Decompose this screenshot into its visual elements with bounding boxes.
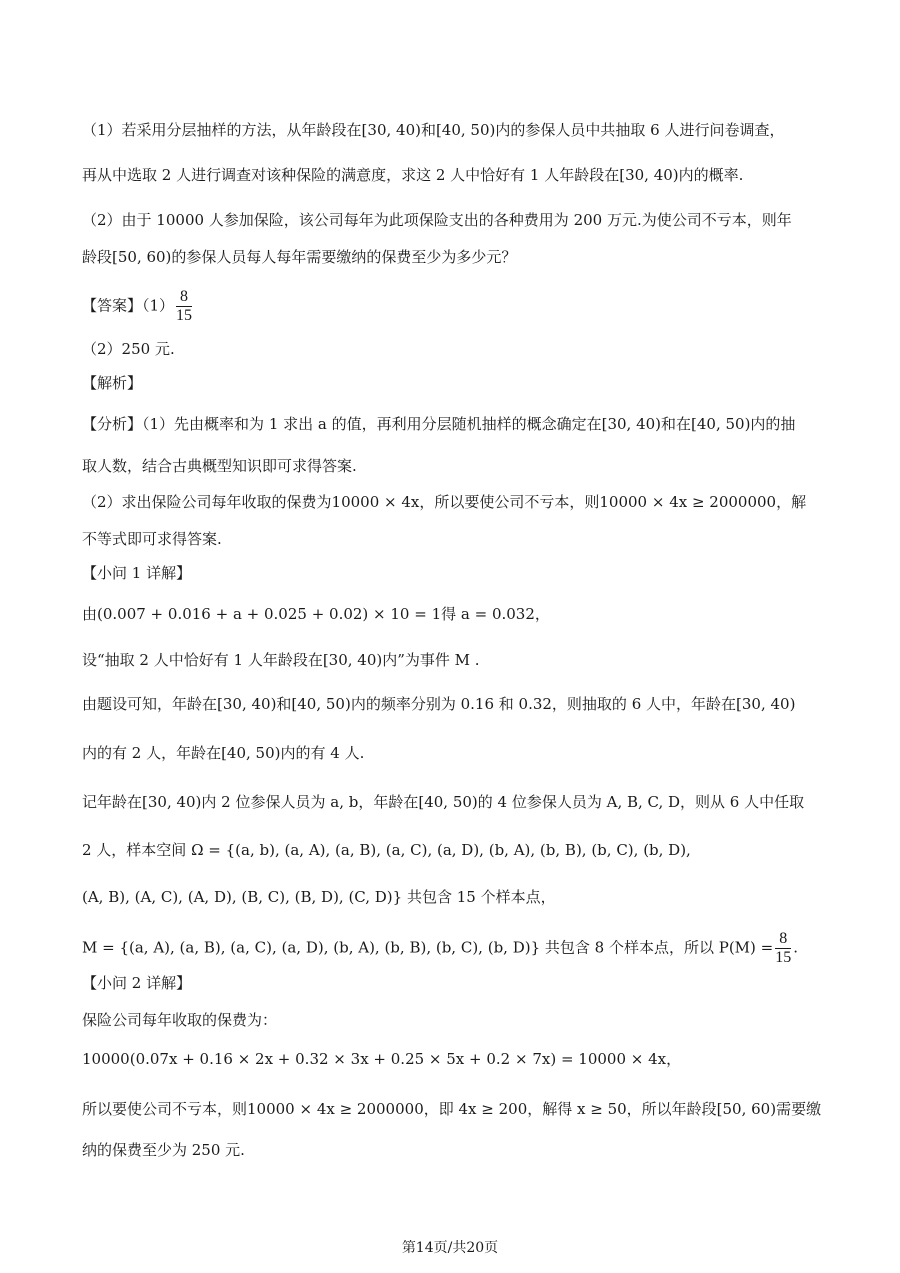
q1-last-line-text: M = {(a, A), (a, B), (a, C), (a, D), (b, A), (b, B), (b, C), (b, D)} 共包含 8 个样本点，所以 P(M) = xyxy=(82,938,774,957)
answer-fraction-denominator: 15 xyxy=(176,307,193,324)
q1-fraction-denominator: 15 xyxy=(775,949,792,966)
page-footer: 第14页/共20页 xyxy=(401,1240,499,1256)
question-line-1: （1）若采用分层抽样的方法，从年龄段在[30, 40)和[40, 50)内的参保人员中共抽取 6 人进行问卷调查， xyxy=(82,121,785,139)
fenxi-line-1: 【分析】（1）先由概率和为 1 求出 a 的值，再利用分层随机抽样的概念确定在[30, 40)和在[40, 50)内的抽 xyxy=(82,415,796,433)
q1-line-8 xyxy=(82,930,840,967)
q1-probability-fraction xyxy=(775,930,791,967)
q1-line-5: 记年龄在[30, 40)内 2 位参保人员为 a, b，年龄在[40, 50)的 4 位参保人员为 A, B, C, D，则从 6 人中任取 xyxy=(82,793,805,811)
q1-line-4: 内的有 2 人，年龄在[40, 50)内的有 4 人. xyxy=(82,744,365,762)
answer-fraction-numerator: 8 xyxy=(176,288,192,307)
answer-prefix: 【答案】（1） xyxy=(82,296,175,315)
q2-line-3: 所以要使公司不亏本，则10000 × 4x ≥ 2000000，即 4x ≥ 200，解得 x ≥ 50，所以年龄段[50, 60)需要缴 xyxy=(82,1100,822,1118)
answer-line xyxy=(82,288,840,325)
question-line-3: （2）由于 10000 人参加保险，该公司每年为此项保险支出的各种费用为 200 万元.为使公司不亏本，则年 xyxy=(82,211,792,229)
q1-title: 【小问 1 详解】 xyxy=(82,564,192,582)
q1-line-6: 2 人，样本空间 Ω = {(a, b), (a, A), (a, B), (a, C), (a, D), (b, A), (b, B), (b, C), (b, D), xyxy=(82,841,691,859)
q1-line-1: 由(0.007 + 0.016 + a + 0.025 + 0.02) × 10 = 1得 a = 0.032， xyxy=(82,605,550,623)
q1-line-3: 由题设可知，年龄在[30, 40)和[40, 50)内的频率分别为 0.16 和 0.32，则抽取的 6 人中，年龄在[30, 40) xyxy=(82,695,796,713)
fenxi-line-3: （2）求出保险公司每年收取的保费为10000 × 4x，所以要使公司不亏本，则10000 × 4x ≥ 2000000，解 xyxy=(82,493,807,511)
answer-part2: （2）250 元. xyxy=(82,340,175,358)
answer-fraction xyxy=(176,288,192,325)
q1-line-7: (A, B), (A, C), (A, D), (B, C), (B, D), (C, D)} 共包含 15 个样本点， xyxy=(82,888,556,906)
q2-line-4: 纳的保费至少为 250 元. xyxy=(82,1141,245,1159)
q1-fraction-numerator: 8 xyxy=(775,930,791,949)
fenxi-line-4: 不等式即可求得答案. xyxy=(82,530,222,548)
q1-last-suffix: . xyxy=(793,938,799,957)
q2-line-1: 保险公司每年收取的保费为： xyxy=(82,1011,278,1029)
question-line-2: 再从中选取 2 人进行调查对该种保险的满意度，求这 2 人中恰好有 1 人年龄段在[30, 40)内的概率. xyxy=(82,166,744,184)
q2-title: 【小问 2 详解】 xyxy=(82,974,192,992)
question-line-4: 龄段[50, 60)的参保人员每人每年需要缴纳的保费至少为多少元？ xyxy=(82,248,517,266)
q2-line-2: 10000(0.07x + 0.16 × 2x + 0.32 × 3x + 0.25 × 5x + 0.2 × 7x) = 10000 × 4x， xyxy=(82,1050,682,1068)
q1-line-2: 设“抽取 2 人中恰好有 1 人年龄段在[30, 40)内”为事件 M . xyxy=(82,651,480,669)
analysis-label: 【解析】 xyxy=(82,374,143,392)
fenxi-line-2: 取人数，结合古典概型知识即可求得答案. xyxy=(82,457,357,475)
